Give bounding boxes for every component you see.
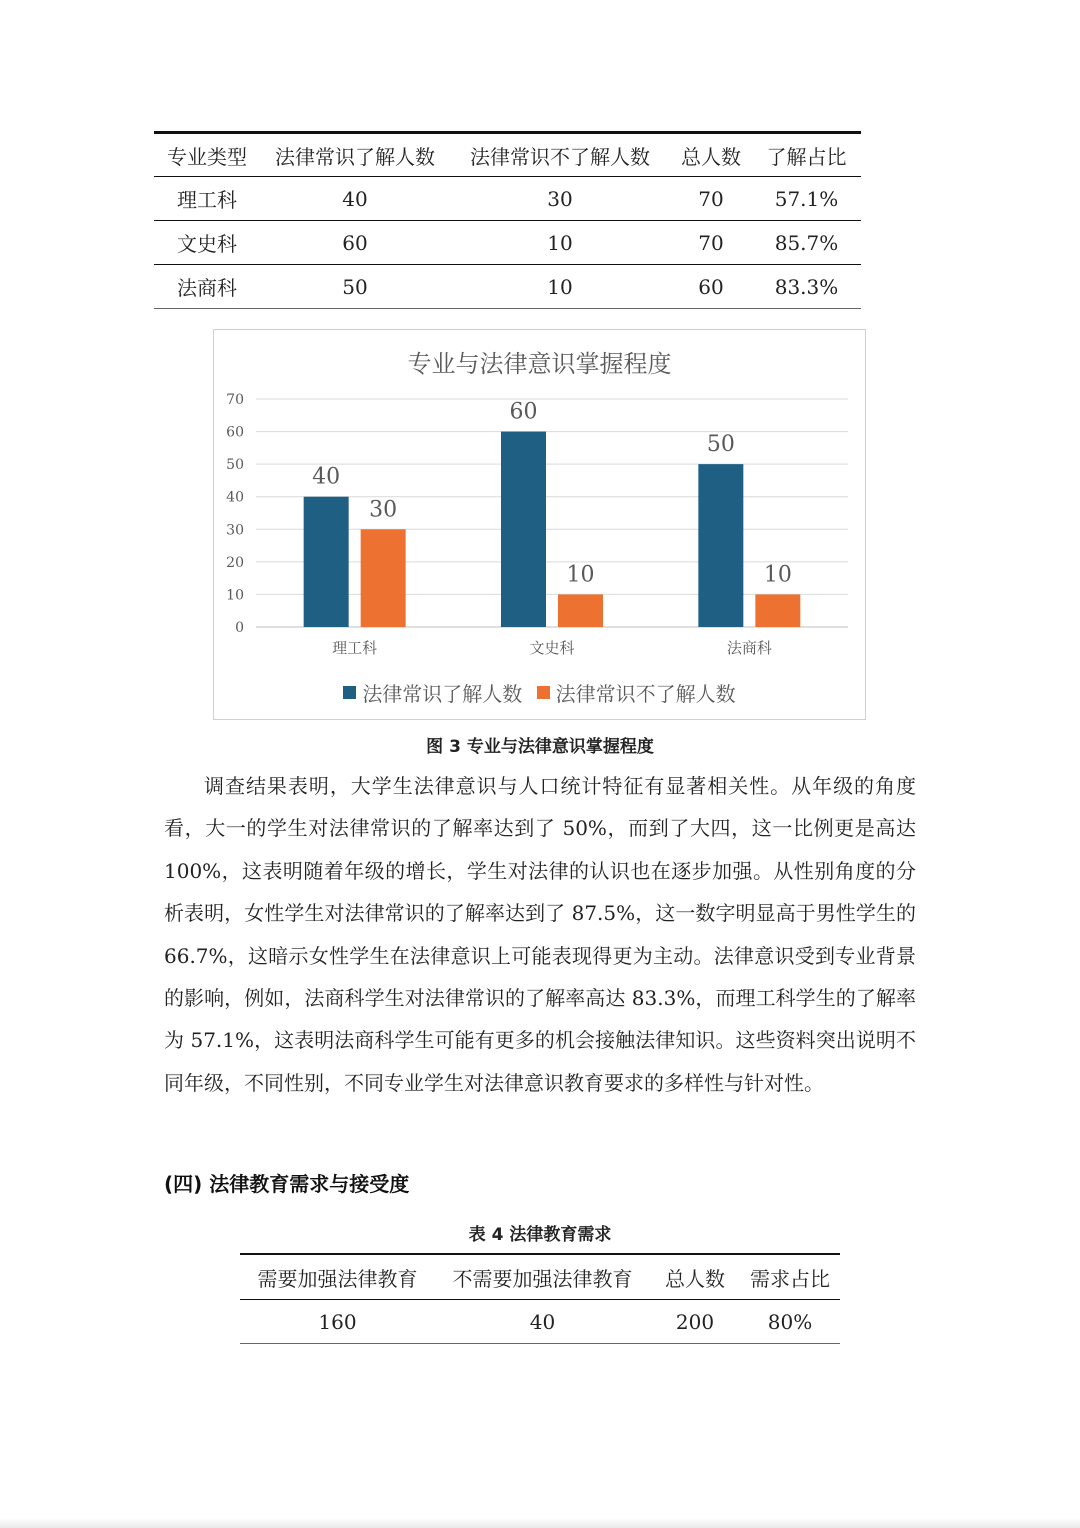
cell-ratio: 83.3% — [752, 265, 861, 309]
cell-ratio: 57.1% — [752, 177, 861, 221]
table-row — [154, 265, 861, 309]
data-label: 10 — [763, 562, 792, 588]
chart-title: 专业与法律意识掌握程度 — [407, 350, 672, 378]
data-label: 50 — [706, 432, 735, 458]
chart-legend — [214, 678, 865, 707]
header-aware-count: 法律常识了解人数 — [260, 133, 450, 177]
cell-major: 法商科 — [154, 265, 260, 309]
legend-swatch-icon — [343, 686, 356, 699]
cell-major: 文史科 — [154, 221, 260, 265]
cell-unaware: 10 — [450, 221, 670, 265]
cell-total: 70 — [670, 177, 752, 221]
bar-chart — [213, 329, 866, 720]
legend-swatch-icon — [537, 686, 550, 699]
header-total: 总人数 — [670, 133, 752, 177]
legend-item-aware — [343, 678, 522, 707]
cell-no-need: 40 — [435, 1300, 650, 1344]
x-tick-label: 法商科 — [726, 639, 772, 657]
legend-item-unaware — [537, 678, 736, 707]
y-tick-label: 50 — [226, 457, 244, 474]
table-header-row — [240, 1254, 840, 1300]
legend-label: 法律常识了解人数 — [362, 682, 523, 706]
cell-aware: 50 — [260, 265, 450, 309]
bar — [304, 497, 349, 627]
section-heading: (四) 法律教育需求与接受度 — [164, 1172, 410, 1196]
chart-plot — [214, 330, 865, 719]
header-unaware-count: 法律常识不了解人数 — [450, 133, 670, 177]
cell-major: 理工科 — [154, 177, 260, 221]
bar — [361, 529, 406, 627]
y-tick-label: 60 — [226, 424, 244, 441]
data-label: 40 — [312, 464, 341, 490]
data-label: 60 — [509, 399, 538, 425]
x-tick-label: 文史科 — [529, 639, 575, 657]
table-row — [154, 221, 861, 265]
cell-unaware: 10 — [450, 265, 670, 309]
cell-aware: 40 — [260, 177, 450, 221]
table-row — [240, 1300, 840, 1344]
major-awareness-table — [154, 131, 861, 309]
data-label: 30 — [369, 497, 398, 523]
data-label: 10 — [566, 562, 595, 588]
header-total: 总人数 — [650, 1254, 740, 1300]
bar — [755, 594, 800, 627]
cell-aware: 60 — [260, 221, 450, 265]
cell-unaware: 30 — [450, 177, 670, 221]
header-demand-ratio: 需求占比 — [740, 1254, 840, 1300]
page-edge — [0, 1518, 1080, 1528]
header-need: 需要加强法律教育 — [240, 1254, 435, 1300]
header-major-type: 专业类型 — [154, 133, 260, 177]
header-ratio: 了解占比 — [752, 133, 861, 177]
cell-total: 70 — [670, 221, 752, 265]
bar — [698, 464, 743, 627]
cell-total: 60 — [670, 265, 752, 309]
table-header-row — [154, 133, 861, 177]
cell-demand-ratio: 80% — [740, 1300, 840, 1344]
y-tick-label: 70 — [226, 392, 244, 408]
cell-ratio: 85.7% — [752, 221, 861, 265]
table-caption: 表 4 法律教育需求 — [468, 1225, 612, 1245]
cell-total: 200 — [650, 1300, 740, 1344]
cell-need: 160 — [240, 1300, 435, 1344]
bar — [501, 432, 546, 627]
y-tick-label: 20 — [226, 554, 244, 571]
body-paragraph: 调查结果表明，大学生法律意识与人口统计特征有显著相关性。从年级的角度看，大一的学生对法律常识的了解率达到了 50%，而到了大四，这一比例更是高达 100%，这表明随着年级的增长，学生对法律的认识也在逐步加强。从性别角度的分析表明，女性学生对法律常识的了解率达到了 87.5%，这一数字明显高于男性学生的 66.7%，这暗示女性学生在法律意识上可能表现得更为主动。法律意识受到专业背景的影响，例如，法商科学生对法律常识的了解率高达 83.3%，而理工科学生的了解率为 57.1%，这表明法商科学生可能有更多的机会接触法律知识。这些资料突出说明不同年级，不同性别，不同专业学生对法律意识教育要求的多样性与针对性。 — [164, 774, 916, 1095]
legend-label: 法律常识不了解人数 — [555, 682, 736, 706]
y-tick-label: 10 — [226, 587, 244, 604]
education-demand-table — [240, 1253, 840, 1344]
header-no-need: 不需要加强法律教育 — [435, 1254, 650, 1300]
x-tick-label: 理工科 — [332, 639, 378, 657]
table-row — [154, 177, 861, 221]
y-tick-label: 40 — [226, 489, 244, 506]
y-tick-label: 0 — [235, 620, 244, 636]
figure-caption: 图 3 专业与法律意识掌握程度 — [426, 737, 654, 757]
bar — [558, 594, 603, 627]
y-tick-label: 30 — [226, 522, 244, 539]
